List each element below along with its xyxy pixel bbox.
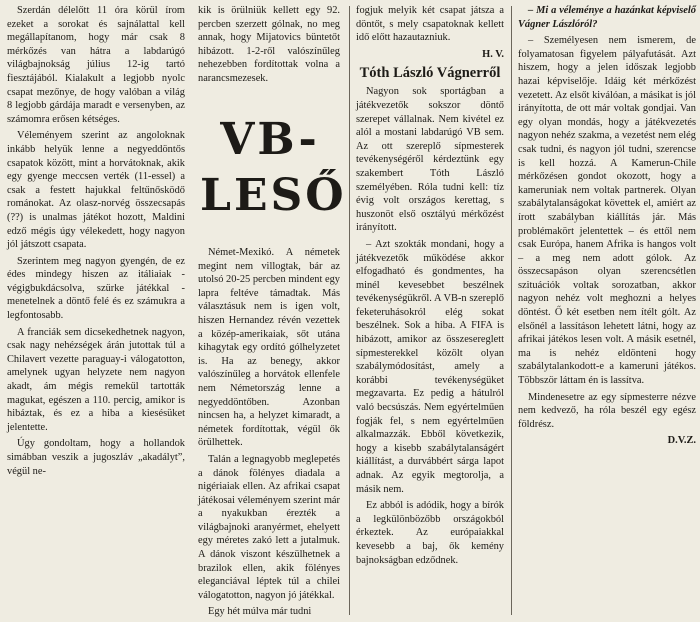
article-column-3 bbox=[356, 4, 504, 570]
title-line: VB- bbox=[220, 114, 320, 165]
paragraph: fogjuk melyik két csapat játsza a döntőt, s mely csapatoknak kellett idő előtt hazautazniuk. bbox=[356, 5, 504, 44]
paragraph: kik is örülniük kellett egy 92. percben szerzett gólnak, no meg annak, hogy Mijatovics büntetőt hibázott. 1-2-ről valószínűleg nehezebben fordítottak volna a narancsmezesek. bbox=[198, 5, 340, 84]
column-rule bbox=[349, 6, 350, 615]
interview-headline: Tóth László Vágnerről bbox=[359, 65, 501, 82]
paragraph: Véleményem szerint az angoloknak inkább helyük lenne a negyeddöntős csapatok között, mint a horvátoknak, akik egy gyenge meccsen verték (11-essel) a csak a festett hajukkal feltűnősködő románokat. Az olasz-norvég összecsapás (??) is unalmas játékot hozott, Maldini edző mégis úgy vélekedett, hogy nagyon jól játszott csapata. bbox=[7, 130, 185, 251]
paragraph: Ez abból is adódik, hogy a bírók a legkülönbözőbb országokból érkeztek. Az európaiakkal kevesebb a baj, ők kemény bajnokságban edződnek. bbox=[356, 500, 504, 566]
paragraph: Úgy gondoltam, hogy a hollandok simábban veszik a jugoszláv „akadályt”, végül ne- bbox=[7, 438, 185, 477]
paragraph: Szerdán délelőtt 11 óra körül írom ezeket a sorokat és sajnálattal kell megállapítanom, hogy már csak 8 mérkőzés van hátra a labdarúgó világbajnokság július 12-ig tartó fiesztájából. Kialakult a legjobb nyolc csapat mezőnye, de hogy valóban a világ 8 legjobb gárdája maradt e versenyben, az számomra erősen kétséges. bbox=[7, 5, 185, 125]
article-title bbox=[200, 112, 347, 240]
title-line: LESŐ bbox=[200, 170, 347, 221]
article-column-2 bbox=[198, 246, 340, 622]
article-column-4 bbox=[518, 4, 696, 451]
interview-question: – Mi a véleménye a hazánkat képviselő Vágner Lászlóról? bbox=[518, 5, 696, 30]
paragraph: Szerintem meg nagyon gyengén, de ez édes mindegy hiszen az itáliaiak - végigbukdácsolva, szürke játékkal - menetelnek a döntő felé és ez számukra a legfontosabb. bbox=[7, 255, 185, 322]
article-column-2-top bbox=[198, 4, 340, 89]
paragraph: A franciák sem dicsekedhetnek nagyon, csak nagy nehézségek árán jutottak túl a Chilavert vezette paraguay-i válogatotton, amelynek ugyan helyzete nem nagyon akadt, ám mégis remekül tartották magukat, egészen a 110. percig, amikor is hibáztak, és ez a hiba a kiesésüket jelentette. bbox=[7, 326, 185, 433]
article-column-1 bbox=[7, 4, 185, 481]
paragraph: Egy hét múlva már tudni bbox=[208, 606, 312, 618]
column-rule bbox=[511, 6, 512, 615]
paragraph: Német-Mexikó. A németek megint nem villogtak, bár az utolsó 20-25 percben mindent egy lapra feltéve támadtak. Más választásuk nem is igen volt, hiszen Hernandez révén vezettek a közép-amerikaiak, sőt utána kihagytak egy ordító gólhelyzetet is. Ha az benegy, akkor valószínűleg a horvátok ellenfele nem Németország lenne a negyeddöntőben. Azonban nincsen ha, a helyzet kimaradt, a németek fordítottak, végül ők örülhettek. bbox=[198, 247, 340, 449]
author-signature: H. V. bbox=[482, 48, 504, 60]
paragraph: – Azt szokták mondani, hogy a játékvezetők működése akkor elfogadható és gondmentes, ha minél kevesebbet beszélnek tevékenységükről. A VB-n szereplő feketeruhásokról elég sokat beszélnek. Sok a hiba. A FIFA is hibázott, amikor az összesereglett sípmesterekkel közölt olyan szabálymódosítást, amely a korábbi tevékenységüket megzavarta. Ez pedig a hátulról való becsúszás. Nem egyértelműen fogják fel, s nem egyértelműen alkalmazzák. Ebből következik, hogy a kisebb szabálytalanságért kiállítást, a durvábbért sárga lapot adnak. Az egyik megtorolja, a másik nem. bbox=[356, 238, 504, 495]
paragraph: Nagyon sok sportágban a játékvezetők sokszor döntő szerepet vállalnak. Nem kivétel ez alól a mostani labdarúgó VB sem. Az ott szereplő sípmesterek tevékenységéről kérdeztünk egy szakembert Tóth László személyében. Róla tudni kell: tíz évig volt országos kerettag, s huszonöt első osztályú mérkőzést irányított. bbox=[356, 86, 504, 234]
paragraph: Mindenesetre az egy sípmesterre nézve nem kedvező, ha róla beszél egy egész földrész. bbox=[518, 391, 696, 430]
author-signature: D.V.Z. bbox=[667, 435, 696, 447]
paragraph: – Személyesen nem ismerem, de folyamatosan figyelem pályafutását. Azt hiszem, hogy a jelen időszak legjobb hazai képviselője. Idáig két mérkőzést vezetett. Az elsőt kiválóan, a másikat is jól irányította, de ott már voltak gondjai. Van egy olyan mondás, hogy a játékvezetés nagyon nehéz szakma, a vezetést nem elég csak tudni, és nagyon jól tudni, szerencse is kell hozzá. A Kamerun-Chile mérkőzésen gondot okozott, hogy a kameruniak nem voltak partnerek. Olyan szabálytalanságokat követtek el, amiért az írott szabályban kiállítás jár. Más problémakört jelentettek – és ettől nem csak Európa, hanem Afrika is hangos volt – a meg nem adott gólok. Az összecsapáson olyan szerencsétlen szituációk voltak sorozatban, akkor nagyon nehéz volt meghozni a helyes döntést. Ő két esetben nem ítélt gólt. Az elsőnél a lassításon lehetett látni, hogy az afrikai játékos lesen volt. A másik esetnél, ma is nehéz eldönteni hogy szabálytalankodott-e a kameruni játékos. Többször láttam én is lassítva. bbox=[518, 35, 696, 387]
paragraph: Talán a legnagyobb meglepetés a dánok fölényes diadala a nigériaiak ellen. Az afrikai csapat játékosai véleményem szerint már a nyakukban érezték a világbajnoki aranyérmet, ehelyett egy méretes zakó lett a jutalmuk. A dánok viszont készülhetnek a brazilok ellen, akik fölényes eleganciával léptek túl a chilei válogatotton, nagyon jó játékkal. bbox=[198, 453, 340, 601]
